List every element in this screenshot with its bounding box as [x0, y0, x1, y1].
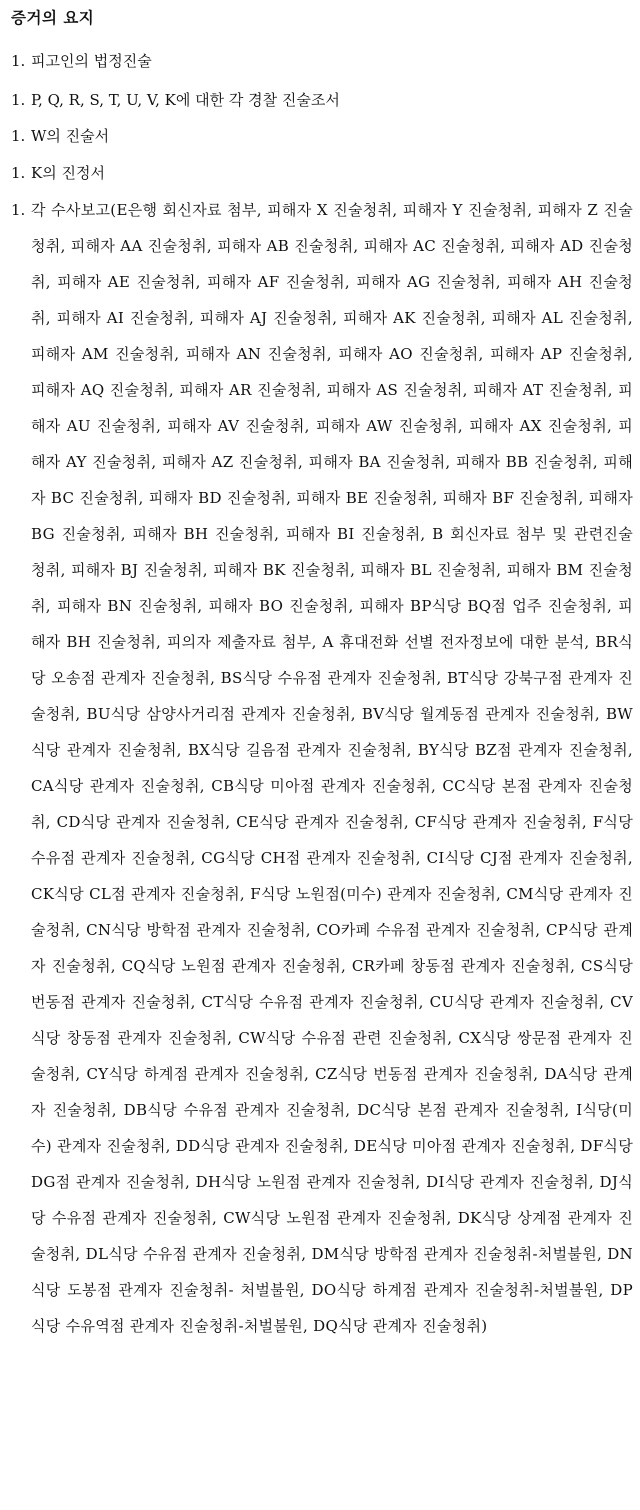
item-text: 피고인의 법정진술	[31, 52, 152, 70]
evidence-item-defendant-testimony	[11, 49, 633, 73]
item-number: 1.	[11, 91, 26, 109]
evidence-item-w-statement	[11, 124, 633, 148]
item-text: 각 수사보고(E은행 회신자료 첨부, 피해자 X 진술청취, 피해자 Y 진술청취, 피해자 Z 진술청취, 피해자 AA 진술청취, 피해자 AB 진술청취, 피해자 AC 진술청취, 피해자 AD 진술청취, 피해자 AE 진술청취, 피해자 AF 진술청취, 피해자 AG 진술청취, 피해자 AH 진술청취, 피해자 AI 진술청취, 피해자 AJ 진술청취, 피해자 AK 진술청취, 피해자 AL 진술청취, 피해자 AM 진술청취, 피해자 AN 진술청취, 피해자 AO 진술청취, 피해자 AP 진술청취, 피해자 AQ 진술청취, 피해자 AR 진술청취, 피해자 AS 진술청취, 피해자 AT 진술청취, 피해자 AU 진술청취, 피해자 AV 진술청취, 피해자 AW 진술청취, 피해자 AX 진술청취, 피해자 AY 진술청취, 피해자 AZ 진술청취, 피해자 BA 진술청취, 피해자 BB 진술청취, 피해자 BC 진술청취, 피해자 BD 진술청취, 피해자 BE 진술청취, 피해자 BF 진술청취, 피해자 BG 진술청취, 피해자 BH 진술청취, 피해자 BI 진술청취, B 회신자료 첨부 및 관련진술 청취, 피해자 BJ 진술청취, 피해자 BK 진술청취, 피해자 BL 진술청취, 피해자 BM 진술청취, 피해자 BN 진술청취, 피해자 BO 진술청취, 피해자 BP식당 BQ점 업주 진술청취, 피해자 BH 진술청취, 피의자 제출자료 첨부, A 휴대전화 선별 전자정보에 대한 분석, BR식당 오송점 관계자 진술청취, BS식당 수유점 관계자 진술청취, BT식당 강북구점 관계자 진술청취, BU식당 삼양사거리점 관계자 진술청취, BV식당 월계동점 관계자 진술청취, BW식당 관계자 진술청취, BX식당 길음점 관계자 진술청취, BY식당 BZ점 관계자 진술청취, CA식당 관계자 진술청취, CB식당 미아점 관계자 진술청취, CC식당 본점 관계자 진술청취, CD식당 관계자 진술청취, CE식당 관계자 진술청취, CF식당 관계자 진술청취, F식당 수유점 관계자 진술청취, CG식당 CH점 관계자 진술청취, CI식당 CJ점 관계자 진술청취, CK식당 CL점 관계자 진술청취, F식당 노원점(미수) 관계자 진술청취, CM식당 관계자 진술청취, CN식당 방학점 관계자 진술청취, CO카페 수유점 관계자 진술청취, CP식당 관계자 진술청취, CQ식당 노원점 관계자 진술청취, CR카페 창동점 관계자 진술청취, CS식당 번동점 관계자 진술청취, CT식당 수유점 관계자 진술청취, CU식당 관계자 진술청취, CV식당 창동점 관계자 진술청취, CW식당 수유점 관련 진술청취, CX식당 쌍문점 관계자 진술청취, CY식당 하계점 관계자 진술청취, CZ식당 번동점 관계자 진술청취, DA식당 관계자 진술청취, DB식당 수유점 관계자 진술청취, DC식당 본점 관계자 진술청취, I식당(미수) 관계자 진술청취, DD식당 관계자 진술청취, DE식당 미아점 관계자 진술청취, DF식당 DG점 관계자 진술청취, DH식당 노원점 관계자 진술청취, DI식당 관계자 진술청취, DJ식당 수유점 관계자 진술청취, CW식당 노원점 관계자 진술청취, DK식당 상계점 관계자 진술청취, DL식당 수유점 관계자 진술청취, DM식당 방학점 관계자 진술청취-처벌불원, DN식당 도봉점 관계자 진술청취- 처벌불원, DO식당 하계점 관계자 진술청취-처벌불원, DP식당 수유역점 관계자 진술청취-처벌불원, DQ식당 관계자 진술청취)	[31, 201, 633, 1335]
item-text: K의 진정서	[31, 164, 105, 182]
item-number: 1.	[11, 127, 26, 145]
evidence-item-k-petition	[11, 161, 633, 185]
evidence-item-investigation-reports	[11, 198, 633, 1344]
item-number: 1.	[11, 164, 26, 182]
item-number: 1.	[11, 52, 26, 70]
evidence-item-police-statements	[11, 88, 633, 112]
section-heading: 증거의 요지	[11, 9, 95, 27]
item-text: W의 진술서	[31, 127, 110, 145]
item-text: P, Q, R, S, T, U, V, K에 대한 각 경찰 진술조서	[31, 91, 340, 109]
item-number: 1.	[11, 201, 26, 219]
